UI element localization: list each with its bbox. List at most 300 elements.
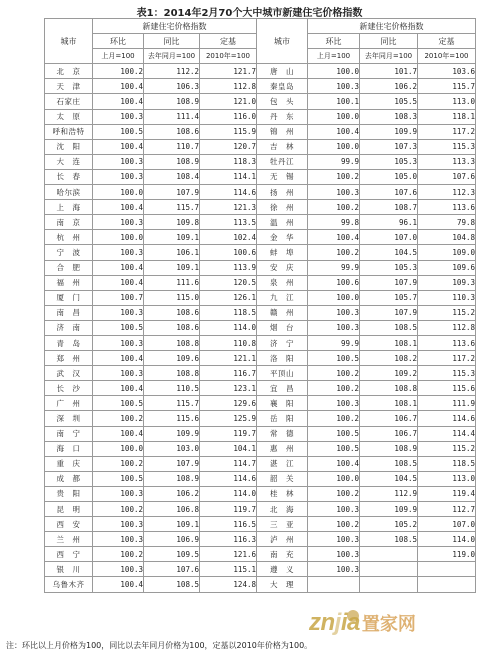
mom-cell: 100.3 bbox=[308, 562, 360, 577]
yoy-cell: 106.2 bbox=[360, 79, 418, 94]
table-row bbox=[45, 275, 476, 290]
city-cell: 长 春 bbox=[45, 169, 93, 184]
city-cell: 海 口 bbox=[45, 441, 93, 456]
yoy-cell: 109.1 bbox=[144, 230, 200, 245]
yoy-cell: 109.9 bbox=[360, 502, 418, 517]
table-row bbox=[45, 124, 476, 139]
table-row bbox=[45, 94, 476, 109]
base-cell: 109.6 bbox=[418, 260, 476, 275]
mom-cell: 100.3 bbox=[93, 335, 144, 350]
mom-cell: 100.5 bbox=[308, 426, 360, 441]
mom-cell: 100.0 bbox=[308, 64, 360, 79]
base-cell: 121.1 bbox=[200, 351, 257, 366]
table-row bbox=[45, 366, 476, 381]
city-cell: 宜 昌 bbox=[257, 381, 308, 396]
yoy-cell: 108.5 bbox=[360, 532, 418, 547]
mom-cell: 100.0 bbox=[308, 139, 360, 154]
yoy-cell: 109.9 bbox=[360, 124, 418, 139]
city-cell: 岳 阳 bbox=[257, 411, 308, 426]
mom-cell: 100.3 bbox=[308, 396, 360, 411]
table-row bbox=[45, 502, 476, 517]
base-cell: 109.3 bbox=[418, 275, 476, 290]
table-row bbox=[45, 577, 476, 592]
base-cell: 112.7 bbox=[418, 502, 476, 517]
base-cell: 110.3 bbox=[418, 290, 476, 305]
mom-header: 环比 bbox=[308, 34, 360, 49]
city-cell: 合 肥 bbox=[45, 260, 93, 275]
mom-cell: 100.5 bbox=[93, 320, 144, 335]
base-cell bbox=[418, 577, 476, 592]
mom-cell: 100.2 bbox=[308, 486, 360, 501]
base-cell: 114.6 bbox=[200, 471, 257, 486]
mom-cell: 100.4 bbox=[308, 124, 360, 139]
table-row bbox=[45, 260, 476, 275]
yoy-cell: 115.7 bbox=[144, 396, 200, 411]
city-cell: 蚌 埠 bbox=[257, 245, 308, 260]
city-cell: 福 州 bbox=[45, 275, 93, 290]
city-cell: 韶 关 bbox=[257, 471, 308, 486]
city-cell: 沈 阳 bbox=[45, 139, 93, 154]
base-cell: 119.7 bbox=[200, 502, 257, 517]
mom-cell: 100.3 bbox=[308, 532, 360, 547]
table-row bbox=[45, 139, 476, 154]
city-cell: 昆 明 bbox=[45, 502, 93, 517]
yoy-cell: 106.8 bbox=[144, 502, 200, 517]
base-cell: 116.7 bbox=[200, 366, 257, 381]
mom-base-header: 上月=100 bbox=[308, 49, 360, 64]
city-cell: 唐 山 bbox=[257, 64, 308, 79]
mom-header: 环比 bbox=[93, 34, 144, 49]
city-cell: 大 连 bbox=[45, 154, 93, 169]
city-header-right: 城市 bbox=[257, 19, 308, 64]
mom-cell: 100.4 bbox=[93, 139, 144, 154]
footnote: 注：环比以上月价格为100，同比以去年同月价格为100，定基以2010年价格为100。 bbox=[6, 641, 313, 650]
mom-cell: 100.3 bbox=[93, 154, 144, 169]
yoy-cell: 111.4 bbox=[144, 109, 200, 124]
city-cell: 兰 州 bbox=[45, 532, 93, 547]
city-cell: 无 锡 bbox=[257, 169, 308, 184]
yoy-cell: 105.2 bbox=[360, 517, 418, 532]
table-body bbox=[45, 64, 476, 592]
base-base-header: 2010年=100 bbox=[418, 49, 476, 64]
base-cell: 115.9 bbox=[200, 124, 257, 139]
city-cell: 厦 门 bbox=[45, 290, 93, 305]
base-cell: 113.3 bbox=[418, 154, 476, 169]
mom-cell: 100.2 bbox=[308, 366, 360, 381]
table-row bbox=[45, 290, 476, 305]
mom-cell: 100.2 bbox=[308, 245, 360, 260]
city-cell: 太 原 bbox=[45, 109, 93, 124]
mom-cell: 100.1 bbox=[308, 94, 360, 109]
base-cell: 107.0 bbox=[418, 517, 476, 532]
city-cell: 秦皇岛 bbox=[257, 79, 308, 94]
base-cell: 113.5 bbox=[200, 215, 257, 230]
city-cell: 惠 州 bbox=[257, 441, 308, 456]
mom-cell: 99.8 bbox=[308, 215, 360, 230]
city-cell: 西 宁 bbox=[45, 547, 93, 562]
city-header-left: 城市 bbox=[45, 19, 93, 64]
city-cell: 大 理 bbox=[257, 577, 308, 592]
city-cell: 上 海 bbox=[45, 200, 93, 215]
yoy-cell: 107.0 bbox=[360, 230, 418, 245]
city-cell: 银 川 bbox=[45, 562, 93, 577]
base-cell: 114.7 bbox=[200, 456, 257, 471]
yoy-cell: 108.8 bbox=[144, 335, 200, 350]
mom-cell: 100.0 bbox=[93, 185, 144, 200]
mom-cell: 100.0 bbox=[308, 290, 360, 305]
base-cell: 119.4 bbox=[418, 486, 476, 501]
mom-cell: 99.9 bbox=[308, 260, 360, 275]
city-cell: 三 亚 bbox=[257, 517, 308, 532]
mom-cell: 100.4 bbox=[93, 200, 144, 215]
mom-cell: 100.4 bbox=[93, 426, 144, 441]
table-title: 表1：2014年2月70个大中城市新建住宅价格指数 bbox=[136, 8, 363, 19]
city-cell: 丹 东 bbox=[257, 109, 308, 124]
table-row bbox=[45, 154, 476, 169]
yoy-cell: 107.6 bbox=[144, 562, 200, 577]
base-cell: 109.0 bbox=[418, 245, 476, 260]
base-cell: 120.5 bbox=[200, 275, 257, 290]
mom-cell: 100.3 bbox=[93, 532, 144, 547]
mom-cell: 100.3 bbox=[308, 185, 360, 200]
index-group-header-right: 新建住宅价格指数 bbox=[308, 19, 476, 34]
base-cell: 121.7 bbox=[200, 64, 257, 79]
table-row bbox=[45, 532, 476, 547]
base-cell: 103.6 bbox=[418, 64, 476, 79]
yoy-cell: 105.3 bbox=[360, 260, 418, 275]
yoy-cell: 108.2 bbox=[360, 351, 418, 366]
mom-cell: 100.3 bbox=[308, 305, 360, 320]
mom-cell: 100.3 bbox=[93, 305, 144, 320]
base-cell: 121.3 bbox=[200, 200, 257, 215]
mom-cell: 100.3 bbox=[93, 366, 144, 381]
mom-cell: 100.0 bbox=[308, 471, 360, 486]
city-cell: 哈尔滨 bbox=[45, 185, 93, 200]
base-cell: 114.0 bbox=[200, 320, 257, 335]
yoy-cell: 96.1 bbox=[360, 215, 418, 230]
yoy-cell bbox=[360, 562, 418, 577]
base-cell: 79.8 bbox=[418, 215, 476, 230]
yoy-cell: 108.6 bbox=[144, 320, 200, 335]
table-row bbox=[45, 169, 476, 184]
mom-cell: 100.2 bbox=[93, 547, 144, 562]
mom-cell: 100.3 bbox=[93, 245, 144, 260]
yoy-cell: 108.9 bbox=[144, 471, 200, 486]
base-cell: 116.3 bbox=[200, 532, 257, 547]
city-cell: 乌鲁木齐 bbox=[45, 577, 93, 592]
city-cell: 洛 阳 bbox=[257, 351, 308, 366]
city-cell: 赣 州 bbox=[257, 305, 308, 320]
base-header: 定基 bbox=[200, 34, 257, 49]
base-cell: 115.6 bbox=[418, 381, 476, 396]
mom-cell: 100.2 bbox=[308, 517, 360, 532]
table-row bbox=[45, 245, 476, 260]
mom-cell: 100.2 bbox=[308, 200, 360, 215]
yoy-cell: 107.9 bbox=[360, 305, 418, 320]
base-cell bbox=[418, 562, 476, 577]
base-cell: 113.6 bbox=[418, 335, 476, 350]
base-cell: 115.1 bbox=[200, 562, 257, 577]
table-row bbox=[45, 351, 476, 366]
yoy-cell: 106.9 bbox=[144, 532, 200, 547]
mom-cell: 100.4 bbox=[93, 351, 144, 366]
mom-cell: 100.6 bbox=[308, 275, 360, 290]
mom-cell: 100.2 bbox=[93, 64, 144, 79]
mom-cell: 100.2 bbox=[308, 381, 360, 396]
city-cell: 泉 州 bbox=[257, 275, 308, 290]
city-cell: 杭 州 bbox=[45, 230, 93, 245]
base-cell: 115.3 bbox=[418, 139, 476, 154]
city-cell: 北 京 bbox=[45, 64, 93, 79]
city-cell: 郑 州 bbox=[45, 351, 93, 366]
city-cell: 成 都 bbox=[45, 471, 93, 486]
mom-cell: 100.4 bbox=[93, 381, 144, 396]
table-row bbox=[45, 230, 476, 245]
yoy-cell: 108.4 bbox=[144, 169, 200, 184]
mom-cell: 100.2 bbox=[93, 502, 144, 517]
table-row bbox=[45, 79, 476, 94]
base-cell: 112.8 bbox=[200, 79, 257, 94]
mom-cell: 100.3 bbox=[93, 215, 144, 230]
yoy-cell: 108.9 bbox=[144, 154, 200, 169]
yoy-cell: 109.6 bbox=[144, 351, 200, 366]
base-cell: 104.1 bbox=[200, 441, 257, 456]
table-row bbox=[45, 320, 476, 335]
table-row bbox=[45, 562, 476, 577]
base-cell: 114.6 bbox=[200, 185, 257, 200]
base-cell: 104.8 bbox=[418, 230, 476, 245]
yoy-cell: 109.2 bbox=[360, 366, 418, 381]
yoy-cell: 101.7 bbox=[360, 64, 418, 79]
yoy-cell: 108.3 bbox=[360, 109, 418, 124]
yoy-cell: 108.8 bbox=[360, 381, 418, 396]
table-row bbox=[45, 471, 476, 486]
mom-cell: 100.2 bbox=[308, 169, 360, 184]
base-cell: 125.9 bbox=[200, 411, 257, 426]
city-cell: 温 州 bbox=[257, 215, 308, 230]
yoy-cell: 108.5 bbox=[144, 577, 200, 592]
table-row bbox=[45, 426, 476, 441]
mom-cell: 100.5 bbox=[93, 471, 144, 486]
city-cell: 常 德 bbox=[257, 426, 308, 441]
city-cell: 南 充 bbox=[257, 547, 308, 562]
city-cell: 徐 州 bbox=[257, 200, 308, 215]
index-group-header-left: 新建住宅价格指数 bbox=[93, 19, 257, 34]
base-cell: 114.6 bbox=[418, 411, 476, 426]
base-cell: 121.6 bbox=[200, 547, 257, 562]
base-cell: 119.7 bbox=[200, 426, 257, 441]
mom-cell bbox=[308, 577, 360, 592]
mom-cell: 100.3 bbox=[308, 502, 360, 517]
mom-cell: 100.2 bbox=[93, 456, 144, 471]
mom-cell: 100.3 bbox=[308, 547, 360, 562]
yoy-cell: 109.9 bbox=[144, 426, 200, 441]
city-cell: 重 庆 bbox=[45, 456, 93, 471]
base-header: 定基 bbox=[418, 34, 476, 49]
yoy-cell: 108.5 bbox=[360, 456, 418, 471]
base-cell: 114.1 bbox=[200, 169, 257, 184]
yoy-cell: 107.9 bbox=[144, 456, 200, 471]
city-cell: 九 江 bbox=[257, 290, 308, 305]
yoy-cell: 107.9 bbox=[144, 185, 200, 200]
mom-cell: 100.0 bbox=[308, 109, 360, 124]
city-cell: 西 安 bbox=[45, 517, 93, 532]
city-cell: 石家庄 bbox=[45, 94, 93, 109]
yoy-cell: 104.5 bbox=[360, 245, 418, 260]
table-row bbox=[45, 185, 476, 200]
yoy-cell: 103.0 bbox=[144, 441, 200, 456]
city-cell: 包 头 bbox=[257, 94, 308, 109]
base-cell: 113.6 bbox=[418, 200, 476, 215]
base-cell: 115.2 bbox=[418, 305, 476, 320]
yoy-cell: 108.8 bbox=[144, 366, 200, 381]
yoy-cell: 109.1 bbox=[144, 517, 200, 532]
base-cell: 114.0 bbox=[418, 532, 476, 547]
table-row bbox=[45, 215, 476, 230]
base-base-header: 2010年=100 bbox=[200, 49, 257, 64]
yoy-header: 同比 bbox=[360, 34, 418, 49]
mom-cell: 100.2 bbox=[308, 411, 360, 426]
base-cell: 115.7 bbox=[418, 79, 476, 94]
yoy-cell: 108.9 bbox=[360, 441, 418, 456]
base-cell: 126.1 bbox=[200, 290, 257, 305]
yoy-cell: 106.7 bbox=[360, 426, 418, 441]
city-cell: 济 宁 bbox=[257, 335, 308, 350]
base-cell: 113.0 bbox=[418, 471, 476, 486]
city-cell: 南 宁 bbox=[45, 426, 93, 441]
city-cell: 呼和浩特 bbox=[45, 124, 93, 139]
mom-cell: 100.5 bbox=[308, 441, 360, 456]
base-cell: 129.6 bbox=[200, 396, 257, 411]
city-cell: 牡丹江 bbox=[257, 154, 308, 169]
base-cell: 117.2 bbox=[418, 124, 476, 139]
mom-cell: 100.4 bbox=[308, 456, 360, 471]
table-row bbox=[45, 305, 476, 320]
city-cell: 襄 阳 bbox=[257, 396, 308, 411]
city-cell: 吉 林 bbox=[257, 139, 308, 154]
city-cell: 湛 江 bbox=[257, 456, 308, 471]
yoy-cell bbox=[360, 547, 418, 562]
city-cell: 贵 阳 bbox=[45, 486, 93, 501]
base-cell: 115.2 bbox=[418, 441, 476, 456]
mom-cell: 100.5 bbox=[93, 124, 144, 139]
mom-base-header: 上月=100 bbox=[93, 49, 144, 64]
yoy-cell: 110.5 bbox=[144, 381, 200, 396]
yoy-cell: 115.7 bbox=[144, 200, 200, 215]
yoy-cell: 112.9 bbox=[360, 486, 418, 501]
yoy-cell: 105.7 bbox=[360, 290, 418, 305]
mom-cell: 100.4 bbox=[93, 260, 144, 275]
yoy-cell: 109.8 bbox=[144, 215, 200, 230]
mom-cell: 100.0 bbox=[93, 441, 144, 456]
table-row bbox=[45, 396, 476, 411]
city-cell: 济 南 bbox=[45, 320, 93, 335]
yoy-cell: 108.5 bbox=[360, 320, 418, 335]
table-row bbox=[45, 381, 476, 396]
base-cell: 112.8 bbox=[418, 320, 476, 335]
table-row bbox=[45, 456, 476, 471]
city-cell: 南 京 bbox=[45, 215, 93, 230]
base-cell: 114.4 bbox=[418, 426, 476, 441]
yoy-cell: 107.9 bbox=[360, 275, 418, 290]
yoy-cell: 106.3 bbox=[144, 79, 200, 94]
yoy-cell: 106.1 bbox=[144, 245, 200, 260]
price-index-table bbox=[44, 18, 476, 593]
table-row bbox=[45, 486, 476, 501]
city-cell: 烟 台 bbox=[257, 320, 308, 335]
yoy-cell: 104.5 bbox=[360, 471, 418, 486]
yoy-cell: 108.1 bbox=[360, 335, 418, 350]
table-row bbox=[45, 517, 476, 532]
yoy-cell: 105.3 bbox=[360, 154, 418, 169]
city-cell: 南 昌 bbox=[45, 305, 93, 320]
yoy-base-header: 去年同月=100 bbox=[360, 49, 418, 64]
yoy-cell: 111.6 bbox=[144, 275, 200, 290]
yoy-cell: 108.9 bbox=[144, 94, 200, 109]
mom-cell: 100.3 bbox=[93, 562, 144, 577]
mom-cell: 100.0 bbox=[93, 230, 144, 245]
base-cell: 116.0 bbox=[200, 109, 257, 124]
base-cell: 113.9 bbox=[200, 260, 257, 275]
yoy-cell: 108.6 bbox=[144, 305, 200, 320]
mom-cell: 99.9 bbox=[308, 335, 360, 350]
mom-cell: 100.4 bbox=[93, 79, 144, 94]
city-cell: 桂 林 bbox=[257, 486, 308, 501]
table-row bbox=[45, 411, 476, 426]
base-cell: 112.3 bbox=[418, 185, 476, 200]
mom-cell: 100.3 bbox=[93, 169, 144, 184]
mom-cell: 100.4 bbox=[308, 230, 360, 245]
city-cell: 扬 州 bbox=[257, 185, 308, 200]
city-cell: 长 沙 bbox=[45, 381, 93, 396]
mom-cell: 100.4 bbox=[93, 94, 144, 109]
city-cell: 北 海 bbox=[257, 502, 308, 517]
yoy-cell: 110.7 bbox=[144, 139, 200, 154]
base-cell: 107.6 bbox=[418, 169, 476, 184]
mom-cell: 100.7 bbox=[93, 290, 144, 305]
base-cell: 118.5 bbox=[418, 456, 476, 471]
yoy-cell: 112.2 bbox=[144, 64, 200, 79]
yoy-cell: 108.7 bbox=[360, 200, 418, 215]
mom-cell: 100.4 bbox=[93, 275, 144, 290]
base-cell: 121.0 bbox=[200, 94, 257, 109]
yoy-cell bbox=[360, 577, 418, 592]
base-cell: 119.0 bbox=[418, 547, 476, 562]
table-row bbox=[45, 547, 476, 562]
yoy-cell: 108.1 bbox=[360, 396, 418, 411]
city-cell: 锦 州 bbox=[257, 124, 308, 139]
yoy-cell: 109.1 bbox=[144, 260, 200, 275]
yoy-cell: 107.6 bbox=[360, 185, 418, 200]
base-cell: 110.8 bbox=[200, 335, 257, 350]
yoy-cell: 115.6 bbox=[144, 411, 200, 426]
mom-cell: 100.3 bbox=[93, 109, 144, 124]
mom-cell: 99.9 bbox=[308, 154, 360, 169]
city-cell: 平顶山 bbox=[257, 366, 308, 381]
mom-cell: 100.2 bbox=[93, 411, 144, 426]
city-cell: 安 庆 bbox=[257, 260, 308, 275]
base-cell: 114.0 bbox=[200, 486, 257, 501]
base-cell: 113.0 bbox=[418, 94, 476, 109]
yoy-base-header: 去年同月=100 bbox=[144, 49, 200, 64]
city-cell: 遵 义 bbox=[257, 562, 308, 577]
table-row bbox=[45, 64, 476, 79]
yoy-cell: 109.5 bbox=[144, 547, 200, 562]
yoy-cell: 107.3 bbox=[360, 139, 418, 154]
mom-cell: 100.4 bbox=[93, 577, 144, 592]
base-cell: 115.3 bbox=[418, 366, 476, 381]
base-cell: 102.4 bbox=[200, 230, 257, 245]
